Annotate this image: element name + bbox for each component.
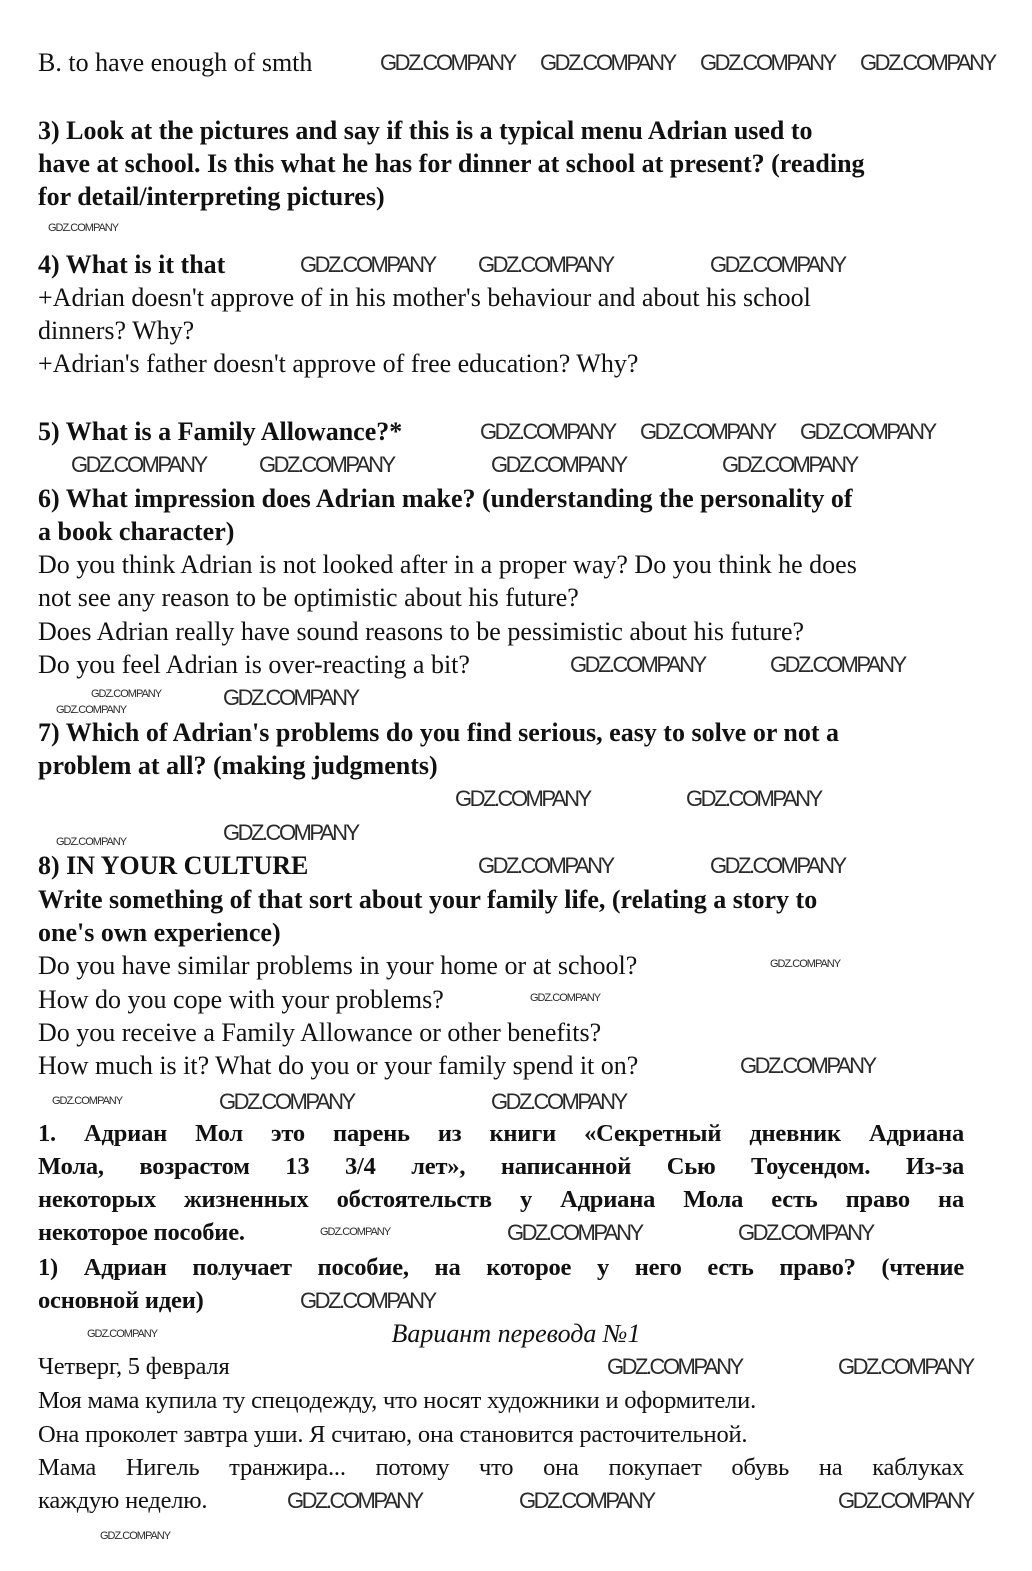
watermark: GDZ.COMPANY xyxy=(838,1354,973,1379)
watermark: GDZ.COMPANY xyxy=(700,50,835,75)
watermark: GDZ.COMPANY xyxy=(380,50,515,75)
question-8-body: Do you receive a Family Allowance or other benefits? xyxy=(38,1018,602,1047)
watermark: GDZ.COMPANY xyxy=(480,419,615,444)
watermark: GDZ.COMPANY xyxy=(478,252,613,277)
watermark: GDZ.COMPANY xyxy=(223,685,358,710)
question-8: Write something of that sort about your family life, (relating a story to xyxy=(38,885,818,914)
question-4-title: 4) What is it that xyxy=(38,250,226,279)
watermark: GDZ.COMPANY xyxy=(607,1354,742,1379)
watermark: GDZ.COMPANY xyxy=(223,820,358,845)
watermark: GDZ.COMPANY xyxy=(300,252,435,277)
diary-date: Четверг, 5 февраля xyxy=(38,1353,230,1380)
diary-text: Мама Нигель транжира... потому что она покупает обувь на каблуках xyxy=(38,1454,964,1481)
question-4-item: +Adrian doesn't approve of in his mother's behaviour and about his school xyxy=(38,283,811,312)
text-line: B. to have enough of smth xyxy=(38,48,313,77)
question-6: 6) What impression does Adrian make? (understanding the personality of xyxy=(38,484,853,513)
watermark: GDZ.COMPANY xyxy=(52,1095,123,1107)
watermark: GDZ.COMPANY xyxy=(87,1328,158,1340)
watermark: GDZ.COMPANY xyxy=(686,786,821,811)
watermark: GDZ.COMPANY xyxy=(455,786,590,811)
watermark: GDZ.COMPANY xyxy=(56,704,127,716)
watermark: GDZ.COMPANY xyxy=(219,1089,354,1114)
watermark: GDZ.COMPANY xyxy=(770,652,905,677)
question-8-body: How much is it? What do you or your family spend it on? xyxy=(38,1051,639,1080)
watermark: GDZ.COMPANY xyxy=(770,958,841,970)
diary-text: Моя мама купила ту спецодежду, что носят художники и оформители. xyxy=(38,1387,757,1414)
watermark: GDZ.COMPANY xyxy=(710,853,845,878)
watermark: GDZ.COMPANY xyxy=(100,1530,171,1542)
watermark: GDZ.COMPANY xyxy=(507,1220,642,1245)
question-3: have at school. Is this what he has for dinner at school at present? (reading xyxy=(38,149,865,178)
watermark: GDZ.COMPANY xyxy=(56,836,127,848)
question-8-body: Do you have similar problems in your home or at school? xyxy=(38,951,638,980)
russian-question-1: основной идеи) xyxy=(38,1287,204,1314)
question-8-body: How do you cope with your problems? xyxy=(38,985,444,1014)
watermark: GDZ.COMPANY xyxy=(738,1220,873,1245)
translation-variant-heading: Вариант перевода №1 xyxy=(391,1319,641,1348)
russian-paragraph-1: некоторых жизненных обстоятельств у Адриана Мола есть право на xyxy=(38,1186,964,1213)
watermark: GDZ.COMPANY xyxy=(860,50,995,75)
watermark: GDZ.COMPANY xyxy=(259,452,394,477)
russian-paragraph-1: некоторое пособие. xyxy=(38,1219,245,1246)
question-4-item: dinners? Why? xyxy=(38,316,195,345)
watermark: GDZ.COMPANY xyxy=(540,50,675,75)
question-3: for detail/interpreting pictures) xyxy=(38,182,385,211)
question-4-item: +Adrian's father doesn't approve of free education? Why? xyxy=(38,349,639,378)
russian-paragraph-1: 1. Адриан Мол это парень из книги «Секретный дневник Адриана xyxy=(38,1120,964,1147)
watermark: GDZ.COMPANY xyxy=(478,853,613,878)
watermark: GDZ.COMPANY xyxy=(287,1488,422,1513)
question-6: a book character) xyxy=(38,517,235,546)
watermark: GDZ.COMPANY xyxy=(491,1089,626,1114)
watermark: GDZ.COMPANY xyxy=(320,1226,391,1238)
question-8: 8) IN YOUR CULTURE xyxy=(38,851,309,880)
question-7: 7) Which of Adrian's problems do you find serious, easy to solve or not a xyxy=(38,718,840,747)
watermark: GDZ.COMPANY xyxy=(640,419,775,444)
watermark: GDZ.COMPANY xyxy=(300,1288,435,1313)
russian-paragraph-1: Мола, возрастом 13 3/4 лет», написанной Сью Тоусендом. Из-за xyxy=(38,1153,964,1180)
question-6-body: not see any reason to be optimistic about his future? xyxy=(38,583,579,612)
russian-question-1: 1) Адриан получает пособие, на которое у него есть право? (чтение xyxy=(38,1254,964,1281)
question-3: 3) Look at the pictures and say if this is a typical menu Adrian used to xyxy=(38,116,813,145)
watermark: GDZ.COMPANY xyxy=(530,992,601,1004)
question-6-body: Do you think Adrian is not looked after in a proper way? Do you think he does xyxy=(38,550,857,579)
watermark: GDZ.COMPANY xyxy=(740,1053,875,1078)
question-6-body: Do you feel Adrian is over-reacting a bit? xyxy=(38,650,470,679)
question-5: 5) What is a Family Allowance?* xyxy=(38,417,403,446)
watermark: GDZ.COMPANY xyxy=(800,419,935,444)
question-8: one's own experience) xyxy=(38,918,281,947)
watermark: GDZ.COMPANY xyxy=(838,1488,973,1513)
watermark: GDZ.COMPANY xyxy=(570,652,705,677)
watermark: GDZ.COMPANY xyxy=(710,252,845,277)
question-7: problem at all? (making judgments) xyxy=(38,751,438,780)
diary-text: каждую неделю. xyxy=(38,1487,208,1514)
diary-text: Она проколет завтра уши. Я считаю, она становится расточительной. xyxy=(38,1421,748,1448)
watermark: GDZ.COMPANY xyxy=(91,688,162,700)
watermark: GDZ.COMPANY xyxy=(48,222,119,234)
watermark: GDZ.COMPANY xyxy=(722,452,857,477)
watermark: GDZ.COMPANY xyxy=(491,452,626,477)
watermark: GDZ.COMPANY xyxy=(519,1488,654,1513)
watermark: GDZ.COMPANY xyxy=(71,452,206,477)
question-6-body: Does Adrian really have sound reasons to be pessimistic about his future? xyxy=(38,617,805,646)
